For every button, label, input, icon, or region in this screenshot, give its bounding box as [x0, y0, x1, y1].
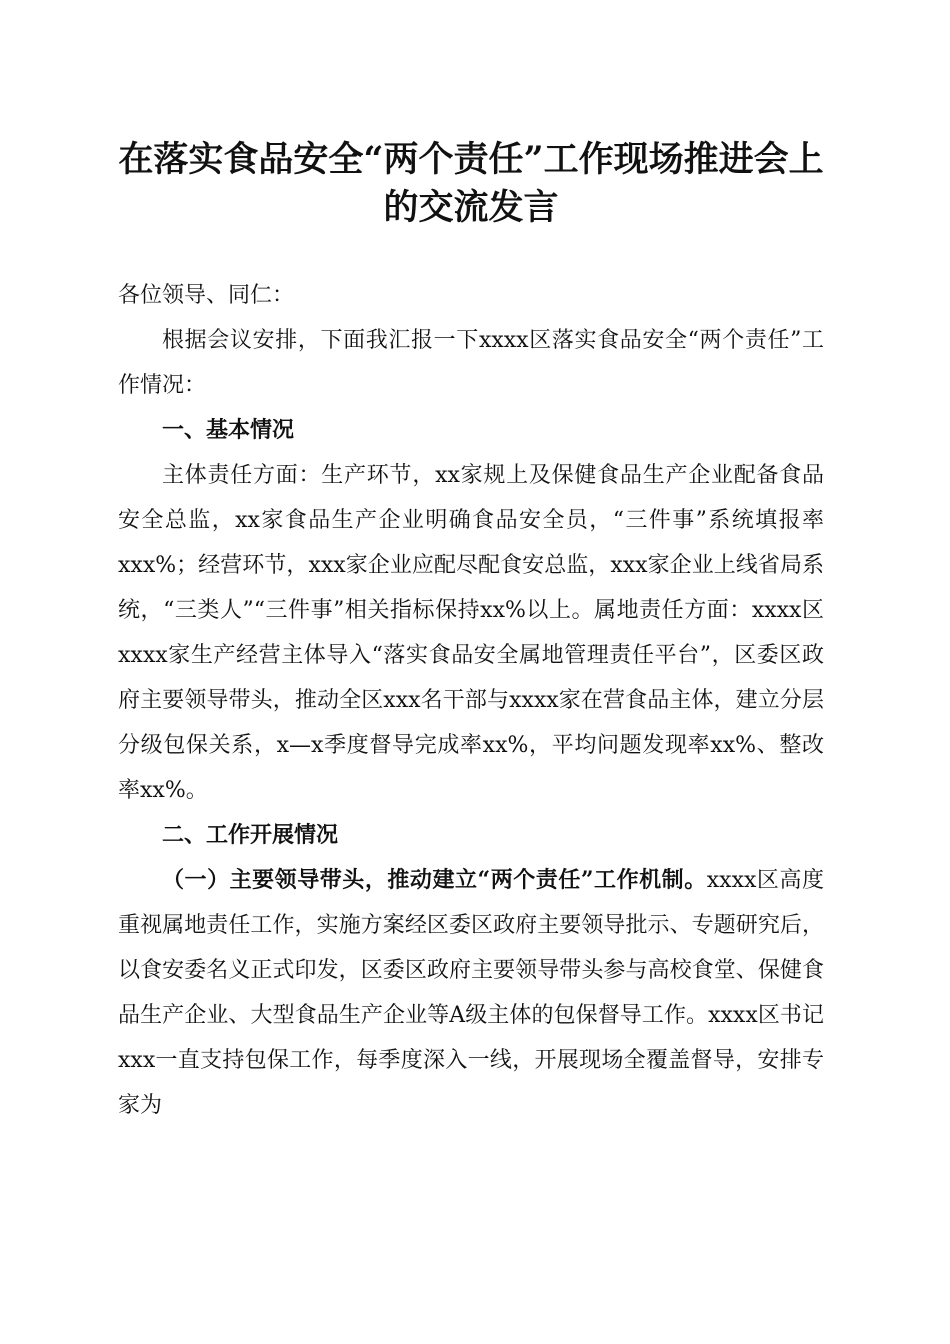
section-2-paragraph [118, 858, 824, 1128]
intro-paragraph: 根据会议安排，下面我汇报一下xxxx区落实食品安全“两个责任”工作情况： [118, 328, 824, 398]
section-1-paragraph: 主体责任方面：生产环节，xx家规上及保健食品生产企业配备食品安全总监，xx家食品生产企业明确食品安全员，“三件事”系统填报率xxx%；经营环节，xxx家企业应配尽配食安总监，xxx家企业上线省局系统，“三类人”“三件事”相关指标保持xx%以上。属地责任方面：xxxx区xxxx家生产经营主体导入“落实食品安全属地管理责任平台”，区委区政府主要领导带头，推动全区xxx名干部与xxxx家在营食品主体，建立分层分级包保关系，x—x季度督导完成率xx%，平均问题发现率xx%、整改率xx%。 [118, 463, 824, 803]
document-title: 在落实食品安全“两个责任”工作现场推进会上的交流发言 [118, 139, 824, 228]
section-heading-1: 一、基本情况 [162, 418, 295, 443]
section-heading-2: 二、工作开展情况 [162, 823, 339, 848]
salutation: 各位领导、同仁： [118, 283, 295, 308]
subsection-heading-1: （一）主要领导带头，推动建立“两个责任”工作机制。 [162, 867, 707, 893]
document-body [118, 273, 824, 1128]
subsection-1-text: xxxx区高度重视属地责任工作，实施方案经区委区政府主要领导批示、专题研究后，以食安委名义正式印发，区委区政府主要领导带头参与高校食堂、保健食品生产企业、大型食品生产企业等A级主体的包保督导工作。xxxx区书记xxx一直支持包保工作，每季度深入一线，开展现场全覆盖督导，安排专家为 [118, 868, 824, 1118]
